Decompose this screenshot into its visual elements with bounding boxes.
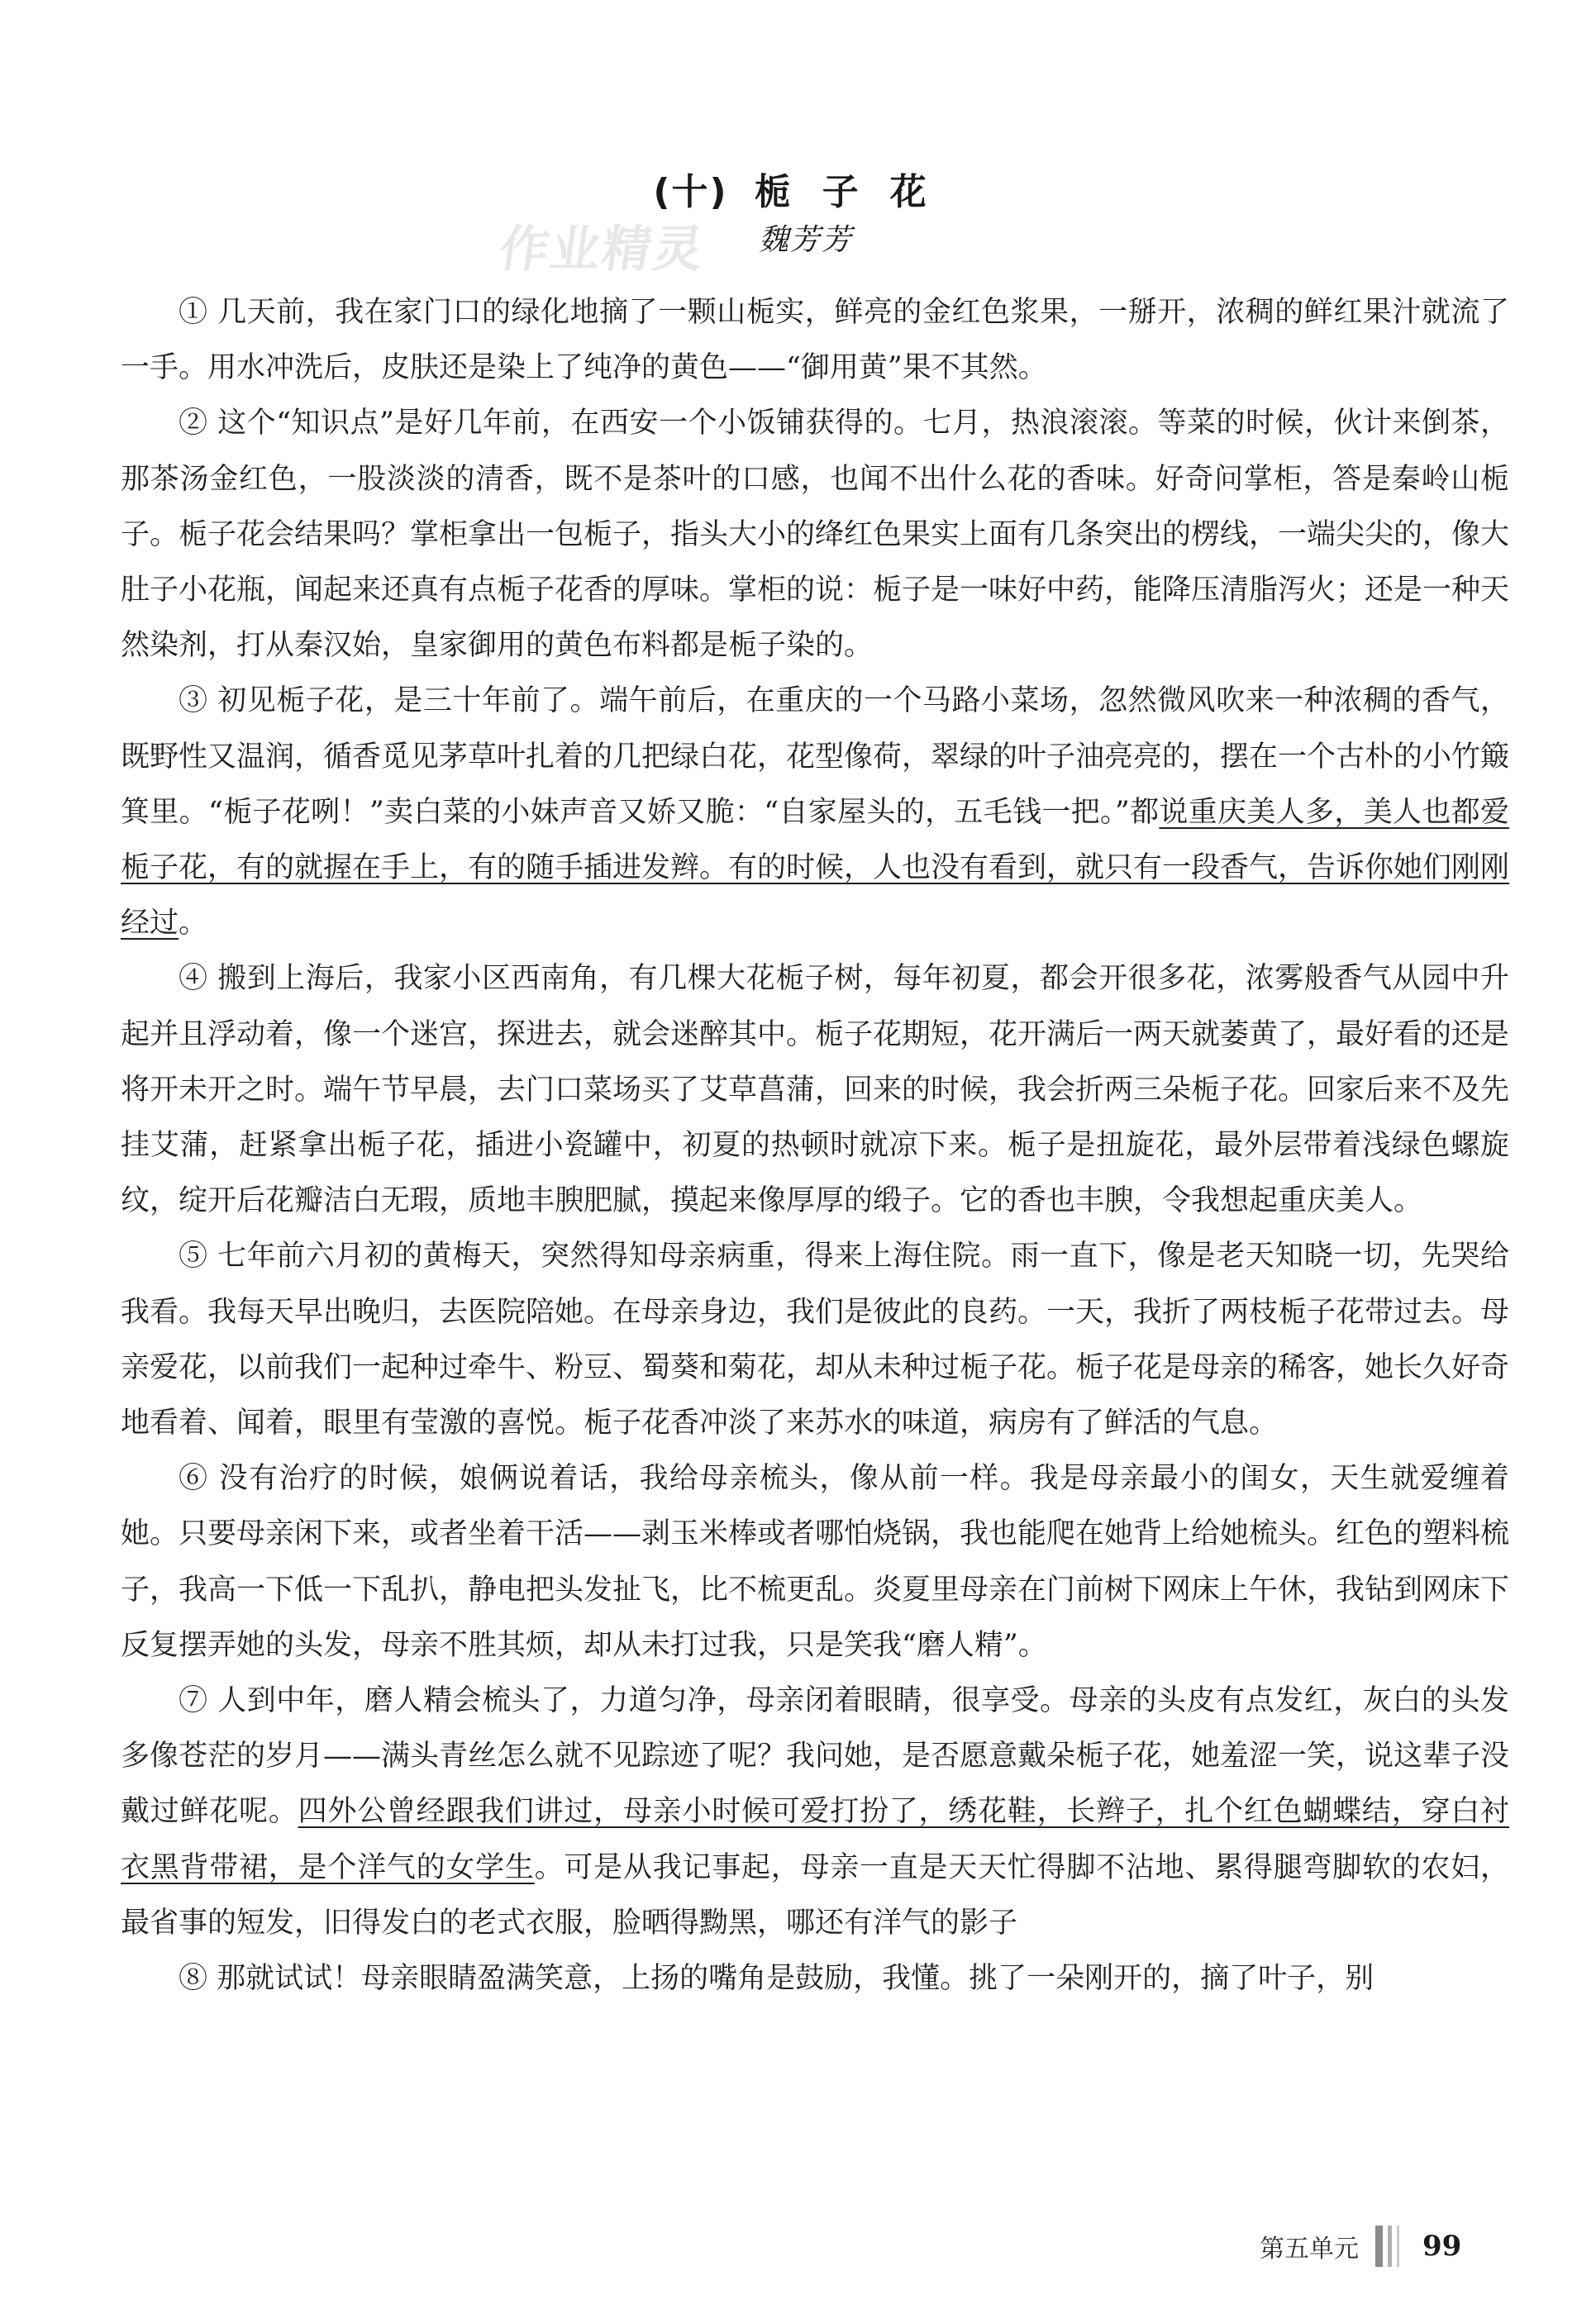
article-number: (十) — [653, 171, 728, 213]
paragraph-text: 。 — [179, 907, 208, 940]
article-body — [121, 285, 1509, 2007]
paragraph — [121, 1674, 1509, 1951]
title-char: 子 — [822, 171, 860, 213]
title-char: 栀 — [754, 171, 793, 213]
underlined-text: 说重庆美人多，美人也都爱栀子花，有的就握在手上，有的随手插进发辫。有的时候，人也没有看到，就只有一段香气，告诉你她们刚刚经过 — [121, 795, 1510, 940]
footer-bar — [1397, 2226, 1399, 2267]
paragraph — [121, 1451, 1509, 1674]
paragraph — [121, 674, 1509, 951]
paragraph — [121, 1951, 1509, 2007]
paragraph-text: ⑦ 人到中年，磨人精会梳头了，力道匀净，母亲闭着眼睛，很享受。母亲的头皮有点发红，灰白的头发多像苍茫的岁月——满头青丝怎么就不见踪迹了呢？我问她，是否愿意戴朵栀子花，她羞涩一笑，说这辈子没戴过鲜花呢。 — [121, 1684, 1510, 1829]
paragraph-text: ⑧ 那就试试！母亲眼睛盈满笑意，上扬的嘴角是鼓励，我懂。挑了一朵刚开的，摘了叶子，别 — [179, 1962, 1374, 1996]
paragraph-text: ④ 搬到上海后，我家小区西南角，有几棵大花栀子树，每年初夏，都会开很多花，浓雾般香气从园中升起并且浮动着，像一个迷宫，探进去，就会迷醉其中。栀子花期短，花开满后一两天就萎黄了，最好看的还是将开未开之时。端午节早晨，去门口菜场买了艾草菖蒲，回来的时候，我会折两三朵栀子花。回家后来不及先挂艾蒲，赶紧拿出栀子花，插进小瓷罐中，初夏的热顿时就凉下来。栀子是扭旋花，最外层带着浅绿色螺旋纹，绽开后花瓣洁白无瑕，质地丰腴肥腻，摸起来像厚厚的缎子。它的香也丰腴，令我想起重庆美人。 — [121, 962, 1510, 1218]
paragraph-text: ⑥ 没有治疗的时候，娘俩说着话，我给母亲梳头，像从前一样。我是母亲最小的闺女，天生就爱缠着她。只要母亲闲下来，或者坐着干活——剥玉米棒或者哪怕烧锅，我也能爬在她背上给她梳头。红色的塑料梳子，我高一下低一下乱扒，静电把头发扯飞，比不梳更乱。炎夏里母亲在门前树下网床上午休，我钻到网床下反复摆弄她的头发，母亲不胜其烦，却从未打过我，只是笑我“磨人精”。 — [121, 1462, 1510, 1662]
footer-decoration — [1375, 2226, 1404, 2267]
page-number: 99 — [1422, 2230, 1462, 2263]
footer-bar — [1388, 2226, 1392, 2267]
paragraph — [121, 951, 1509, 1229]
page-footer — [1260, 2221, 1461, 2271]
author-name: 魏芳芳 — [759, 223, 854, 257]
paragraph-text: ① 几天前，我在家门口的绿化地摘了一颗山栀实，鲜亮的金红色浆果，一掰开，浓稠的鲜红果汁就流了一手。用水冲洗后，皮肤还是染上了纯净的黄色——“御用黄”果不其然。 — [121, 296, 1509, 385]
article-title — [0, 162, 1596, 215]
title-char: 花 — [889, 171, 928, 213]
paragraph — [121, 1229, 1509, 1451]
paragraph — [121, 396, 1509, 674]
underlined-text: 四外公曾经跟我们讲过，母亲小时候可爱打扮了，绣花鞋，长辫子，扎个红色蝴蝶结，穿白衬衣黑背带裙，是个洋气的女学生 — [121, 1795, 1509, 1884]
paragraph-text: ⑤ 七年前六月初的黄梅天，突然得知母亲病重，得来上海住院。雨一直下，像是老天知晓一切，先哭给我看。我每天早出晚归，去医院陪她。在母亲身边，我们是彼此的良药。一天，我折了两枝栀子花带过去。母亲爱花，以前我们一起种过牵牛、粉豆、蜀葵和菊花，却从未种过栀子花。栀子花是母亲的稀客，她长久好奇地看着、闻着，眼里有莹激的喜悦。栀子花香冲淡了来苏水的味道，病房有了鲜活的气息。 — [121, 1240, 1510, 1440]
footer-bar — [1375, 2226, 1383, 2267]
watermark: 作业精灵 — [495, 221, 709, 279]
paragraph-text: 。可是从我记事起，母亲一直是天天忙得脚不沾地、累得腿弯脚软的农妇，最省事的短发，旧得发白的老式衣服，脸晒得黝黑，哪还有洋气的影子 — [121, 1850, 1509, 1940]
unit-label: 第五单元 — [1260, 2235, 1359, 2264]
paragraph — [121, 285, 1509, 396]
paragraph-text: ③ 初见栀子花，是三十年前了。端午前后，在重庆的一个马路小菜场，忽然微风吹来一种浓稠的香气，既野性又温润，循香觅见茅草叶扎着的几把绿白花，花型像荷，翠绿的叶子油亮亮的，摆在一个古朴的小竹簸箕里。“栀子花咧！”卖白菜的小妹声音又娇又脆：“自家屋头的，五毛钱一把。”都 — [121, 684, 1510, 829]
paragraph-text: ② 这个“知识点”是好几年前，在西安一个小饭铺获得的。七月，热浪滚滚。等菜的时候，伙计来倒茶，那茶汤金红色，一股淡淡的清香，既不是茶叶的口感，也闻不出什么花的香味。好奇问掌柜，答是秦岭山栀子。栀子花会结果吗？掌柜拿出一包栀子，指头大小的绛红色果实上面有几条突出的楞线，一端尖尖的，像大肚子小花瓶，闻起来还真有点栀子花香的厚味。掌柜的说：栀子是一味好中药，能降压清脂泻火；还是一种天然染剂，打从秦汉始，皇家御用的黄色布料都是栀子染的。 — [121, 407, 1510, 663]
